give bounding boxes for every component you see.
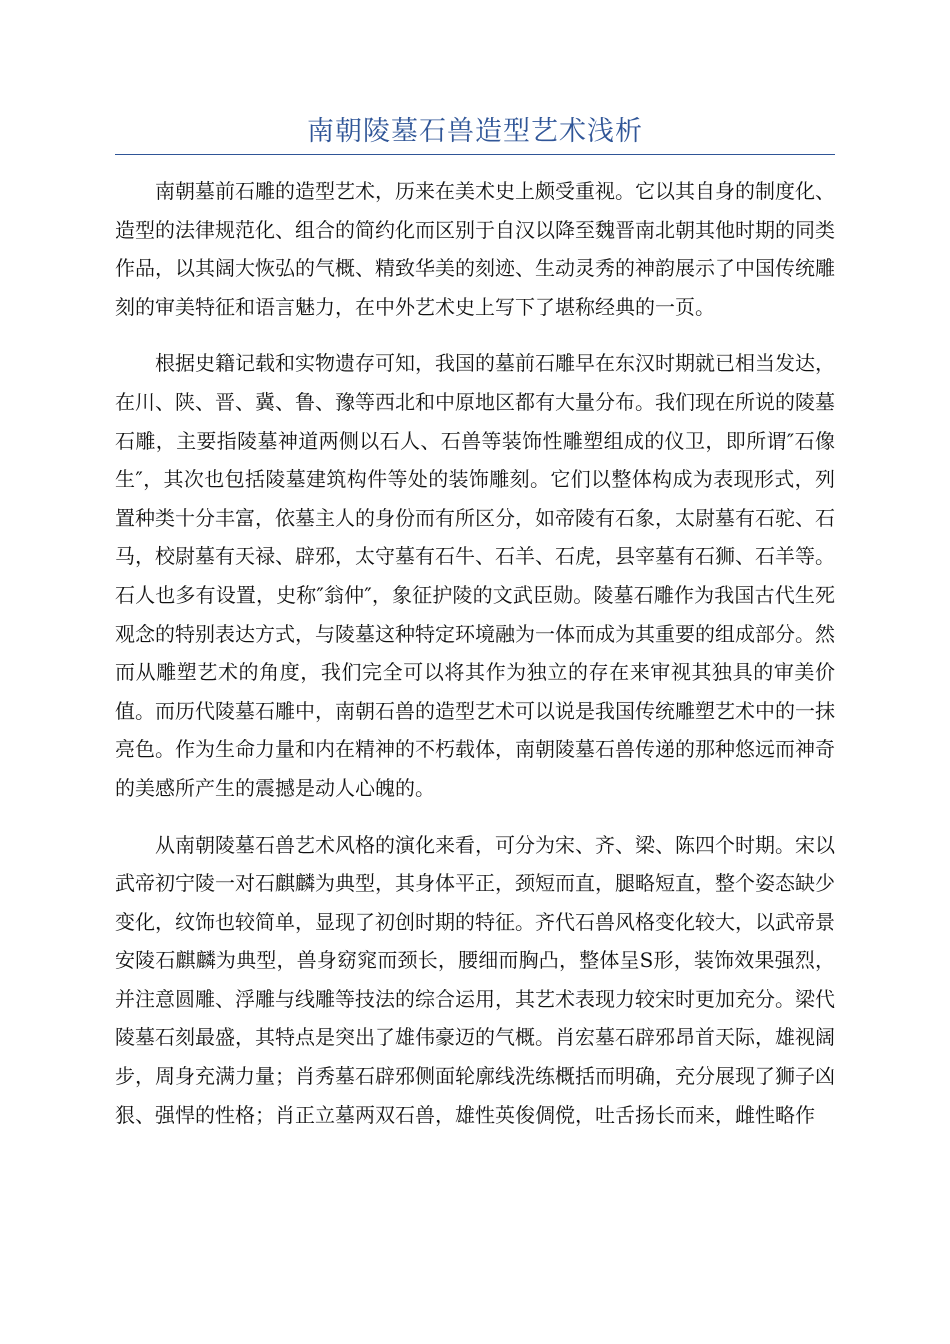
document-body bbox=[115, 172, 835, 1152]
paragraph-3: 从南朝陵墓石兽艺术风格的演化来看，可分为宋、齐、梁、陈四个时期。宋以武帝初宁陵一对石麒麟为典型，其身体平正，颈短而直，腿略短直，整个姿态缺少变化，纹饰也较简单，显现了初创时期的特征。齐代石兽风格变化较大，以武帝景安陵石麒麟为典型，兽身窈窕而颈长，腰细而胸凸，整体呈S形，装饰效果强烈，并注意圆雕、浮雕与线雕等技法的综合运用，其艺术表现力较宋时更加充分。梁代陵墓石刻最盛，其特点是突出了雄伟豪迈的气概。肖宏墓石辟邪昂首天际，雄视阔步，周身充满力量；肖秀墓石辟邪侧面轮廓线洗练概括而明确，充分展现了狮子凶狠、强悍的性格；肖正立墓两双石兽，雄性英俊倜傥，吐舌扬长而来，雌性略作 bbox=[115, 832, 835, 1127]
paragraph-2: 根据史籍记载和实物遗存可知，我国的墓前石雕早在东汉时期就已相当发达，在川、陕、晋、冀、鲁、豫等西北和中原地区都有大量分布。我们现在所说的陵墓石雕，主要指陵墓神道两侧以石人、石兽等装饰性雕塑组成的仪卫，即所谓″石像生″，其次也包括陵墓建筑构件等处的装饰雕刻。它们以整体构成为表现形式，列置种类十分丰富，依墓主人的身份而有所区分，如帝陵有石象，太尉墓有石驼、石马，校尉墓有天禄、辟邪，太守墓有石牛、石羊、石虎，县宰墓有石狮、石羊等。石人也多有设置，史称″翁仲″，象征护陵的文武臣勋。陵墓石雕作为我国古代生死观念的特别表达方式，与陵墓这种特定环境融为一体而成为其重要的组成部分。然而从雕塑艺术的角度，我们完全可以将其作为独立的存在来审视其独具的审美价值。而历代陵墓石雕中，南朝石兽的造型艺术可以说是我国传统雕塑艺术中的一抹亮色。作为生命力量和内在精神的不朽载体，南朝陵墓石兽传递的那种悠远而神奇的美感所产生的震撼是动人心魄的。 bbox=[115, 351, 835, 800]
document-title: 南朝陵墓石兽造型艺术浅析 bbox=[307, 116, 643, 147]
paragraph-1: 南朝墓前石雕的造型艺术，历来在美术史上颇受重视。它以其自身的制度化、造型的法律规范化、组合的简约化而区别于自汉以降至魏晋南北朝其他时期的同类作品，以其阔大恢弘的气概、精致华美的刻迹、生动灵秀的神韵展示了中国传统雕刻的审美特征和语言魅力，在中外艺术史上写下了堪称经典的一页。 bbox=[115, 179, 835, 319]
title-underline bbox=[115, 154, 835, 155]
